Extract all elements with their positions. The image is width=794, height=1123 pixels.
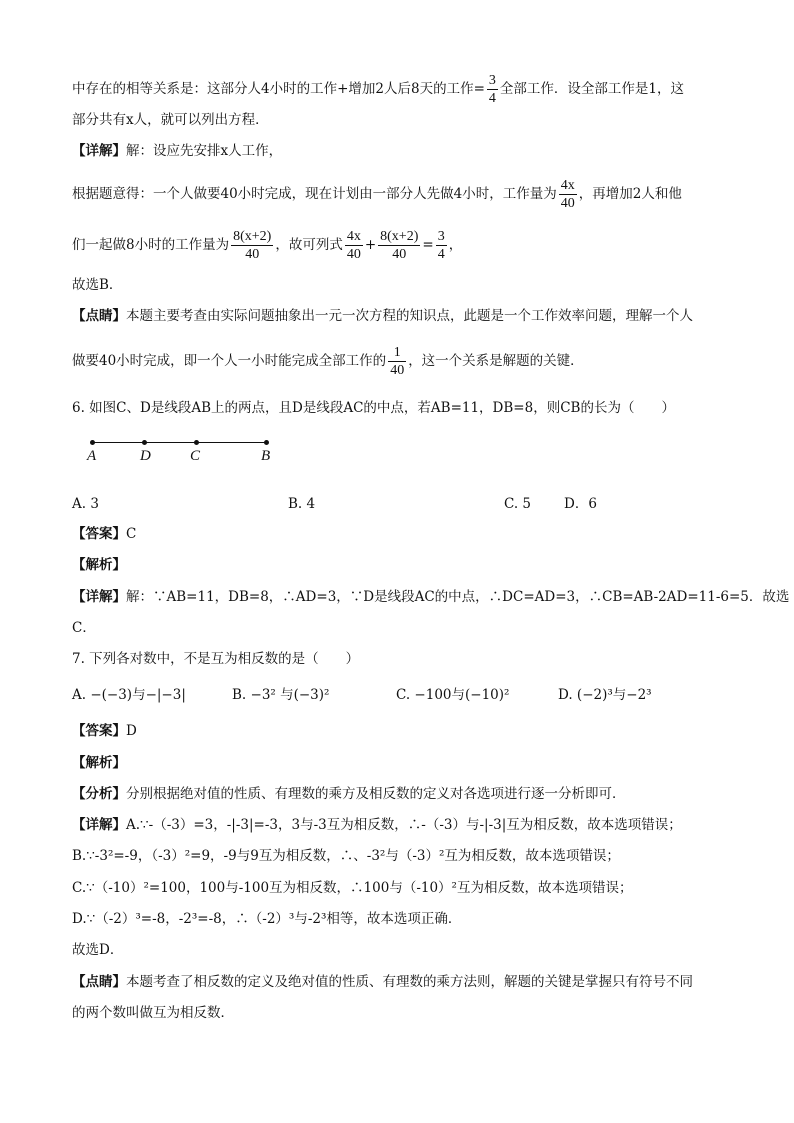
text-line: D.∵（-2）³=-8，-2³=-8，∴（-2）³与-2³相等，故本选项正确． [72, 911, 462, 927]
frac-num: 4x [346, 229, 361, 244]
text-line [72, 587, 789, 607]
frac-num: 8(x+2) [233, 229, 272, 244]
answer-value: C [126, 526, 137, 542]
text-span: 解：设应先安排x人工作， [126, 143, 283, 159]
frac-num: 3 [488, 73, 496, 88]
text-line [72, 815, 682, 835]
frac-den: 40 [390, 363, 405, 378]
label-c: C [190, 448, 201, 464]
text-line [72, 177, 682, 212]
answer-line [72, 721, 137, 741]
text-line [72, 344, 584, 379]
text-span: ， [448, 237, 463, 253]
question-7-stem: 7. 下列各对数中，不是互为相反数的是（ ） [72, 651, 360, 667]
question-7-options [72, 685, 722, 705]
option-a: A. −(−3)与−|−3| [72, 687, 186, 703]
label-b: B [261, 448, 271, 464]
question-6-options [72, 494, 722, 514]
frac-num: 1 [388, 344, 406, 362]
option-a: A. 3 [72, 496, 99, 512]
fraction [388, 344, 406, 379]
point-b [264, 440, 269, 445]
text-span: ，故可列式 [275, 237, 343, 253]
text-span: 本题考查了相反数的定义及绝对值的性质、有理数的乘方法则，解题的关键是掌握只有符号不同 [126, 974, 693, 990]
section-tag: 【详解】 [72, 143, 126, 159]
frac-den: 40 [560, 196, 575, 211]
option-d: D．6 [564, 496, 597, 512]
text-line [72, 306, 693, 326]
fraction [487, 72, 498, 107]
frac-den: 40 [346, 247, 361, 262]
text-span: 全部工作．设全部工作是1，这 [499, 81, 684, 97]
text-span: A.∵-（-3）=3，-|-3|=-3，3与-3互为相反数，∴-（-3）与-|-3|互为相反数，故本选项错误； [126, 817, 682, 833]
operator: + [364, 237, 377, 253]
text-line [72, 972, 693, 992]
segment-line [92, 442, 266, 443]
text-span: 解：∵AB=11，DB=8，∴AD=3，∵D是线段AC的中点，∴DC=AD=3，∴CB=AB-2AD=11-6=5．故选 [126, 589, 790, 605]
frac-den: 40 [392, 247, 407, 262]
section-tag: 【分析】 [72, 786, 126, 802]
text-line: 故选B． [72, 277, 123, 293]
section-tag: 【点睛】 [72, 308, 126, 324]
text-line: 的两个数叫做互为相反数． [72, 1005, 234, 1021]
option-b: B. 4 [288, 496, 316, 512]
label-d: D [140, 448, 151, 464]
text-line: C.∵（-10）²=100，100与-100互为相反数，∴100与（-10）²互为相反数，故本选项错误； [72, 880, 633, 896]
text-line: C． [72, 620, 96, 636]
text-span: ，再增加2人和他 [578, 186, 682, 202]
fraction [559, 177, 577, 212]
section-tag: 【解析】 [72, 557, 126, 573]
segment-figure [86, 432, 276, 472]
section-tag: 【解析】 [72, 755, 126, 771]
text-span: 们一起做8小时的工作量为 [72, 237, 230, 253]
frac-den: 4 [488, 91, 496, 106]
frac-num: 3 [437, 229, 445, 244]
point-a [90, 440, 95, 445]
fraction [436, 228, 447, 263]
answer-line [72, 524, 136, 544]
section-tag: 【答案】 [72, 723, 126, 739]
point-d [142, 440, 147, 445]
text-line [72, 784, 626, 804]
text-line [72, 72, 684, 107]
text-span: 本题主要考查由实际问题抽象出一元一次方程的知识点，此题是一个工作效率问题，理解一个人 [126, 308, 693, 324]
section-tag: 【点睛】 [72, 974, 126, 990]
text-line: 部分共有x人，就可以列出方程． [72, 112, 269, 128]
section-tag: 【详解】 [72, 817, 126, 833]
text-span: 中存在的相等关系是：这部分人4小时的工作+增加2人后8天的工作= [72, 81, 485, 97]
text-line: 故选D． [72, 942, 124, 958]
text-span: ，这一个关系是解题的关键． [408, 353, 584, 369]
text-line [72, 141, 282, 161]
section-tag: 【详解】 [72, 589, 126, 605]
frac-num: 8(x+2) [380, 229, 419, 244]
text-span: 分别根据绝对值的性质、有理数的乘方及相反数的定义对各选项进行逐一分析即可． [126, 786, 626, 802]
option-c: C. −100与(−10)² [396, 687, 510, 703]
frac-den: 4 [437, 247, 445, 262]
operator: = [422, 237, 434, 253]
question-6-stem: 6. 如图C、D是线段AB上的两点，且D是线段AC的中点，若AB=11，DB=8，则CB的长为（ ） [72, 400, 675, 416]
text-span: 做要40小时完成，即一个人一小时能完成全部工作的 [72, 353, 387, 369]
text-line [72, 228, 462, 263]
text-line: B.∵-3²=-9，（-3）²=9，-9与9互为相反数，∴、-3²与（-3）²互为相反数，故本选项错误； [72, 848, 620, 864]
fraction [378, 228, 420, 263]
option-b: B. −3² 与(−3)² [232, 687, 330, 703]
answer-value: D [126, 723, 137, 739]
text-span: 根据题意得：一个人做要40小时完成，现在计划由一部分人先做4小时，工作量为 [72, 186, 557, 202]
fraction [231, 228, 273, 263]
option-d: D. (−2)³与−2³ [558, 687, 652, 703]
fraction [345, 228, 363, 263]
point-c [194, 440, 199, 445]
label-a: A [87, 448, 97, 464]
frac-num: 4x [560, 178, 575, 193]
option-c: C. 5 [504, 496, 532, 512]
section-tag: 【答案】 [72, 526, 126, 542]
frac-den: 40 [245, 247, 260, 262]
